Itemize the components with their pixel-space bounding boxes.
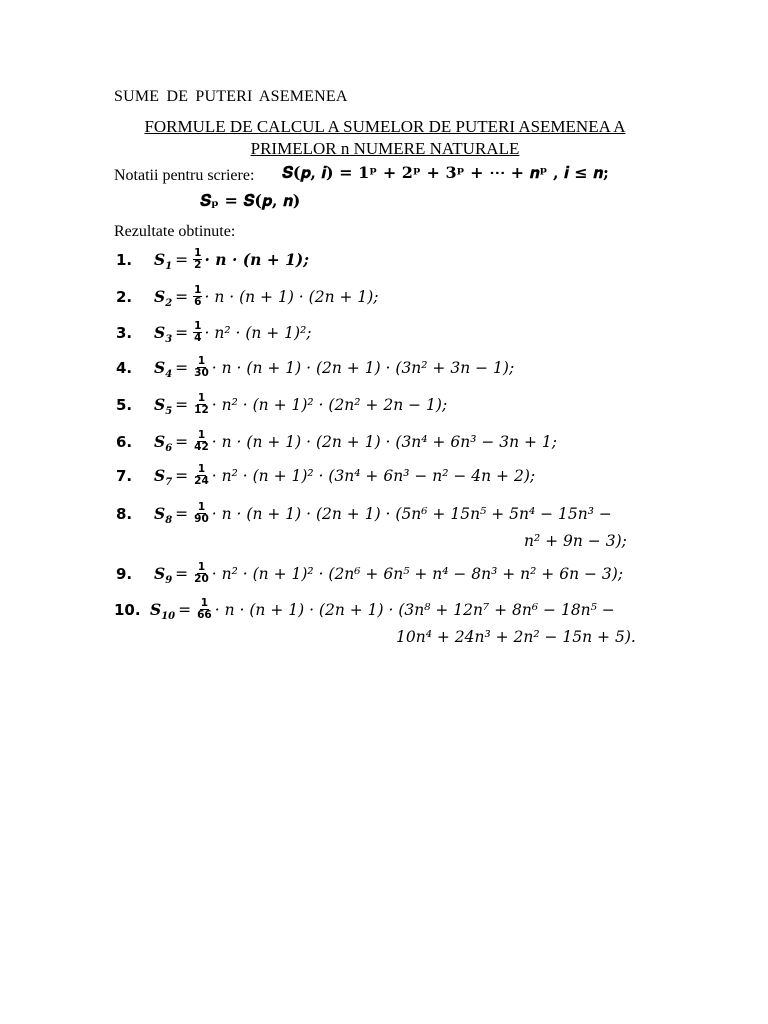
fraction-numerator: 1 — [197, 392, 206, 404]
formula-rhs: · n² · (n + 1)² · (2n⁶ + 6n⁵ + n⁴ − 8n³ + n² + 6n − 3); — [211, 564, 624, 583]
formula-line — [116, 321, 312, 344]
formula-line — [116, 393, 447, 416]
sum-symbol: S — [154, 323, 166, 343]
formula-rhs: · n² · (n + 1)² · (3n⁴ + 6n³ − n² − 4n + 2); — [211, 466, 536, 485]
fraction-numerator: 1 — [197, 463, 206, 475]
fraction-denominator: 30 — [194, 367, 209, 380]
sum-symbol: S — [154, 250, 166, 270]
fraction-denominator: 2 — [194, 259, 202, 272]
formula-line — [116, 502, 612, 525]
sum-symbol: S — [154, 395, 166, 415]
formula-number: 8. — [116, 504, 133, 523]
formula-rhs: · n · (n + 1) · (2n + 1); — [204, 287, 379, 306]
fraction-numerator: 1 — [194, 247, 202, 259]
fraction-numerator: 1 — [197, 561, 206, 573]
fraction-denominator: 12 — [194, 404, 209, 417]
formula-line — [116, 430, 557, 453]
sum-symbol: S — [154, 504, 166, 524]
formula-lhs — [154, 395, 173, 418]
formula-lhs — [154, 466, 173, 489]
fraction-numerator: 1 — [194, 284, 202, 296]
sum-index: 8 — [165, 515, 173, 527]
formula-rhs: · n · (n + 1) · (2n + 1) · (3n⁴ + 6n³ − 3n + 1; — [211, 432, 558, 451]
fraction — [193, 430, 210, 453]
formula-number: 4. — [116, 358, 133, 377]
formula-rhs: · n · (n + 1) · (2n + 1) · (5n⁶ + 15n⁵ + 5n⁴ − 15n³ − — [211, 504, 612, 523]
formula-lhs — [154, 564, 173, 587]
fraction-denominator: 42 — [194, 441, 209, 454]
sum-index: 4 — [165, 369, 173, 381]
equals-sign: = — [175, 466, 189, 485]
equals-sign: = — [175, 432, 189, 451]
fraction-numerator: 1 — [200, 597, 209, 609]
fraction-numerator: 1 — [194, 320, 202, 332]
sum-symbol: S — [154, 287, 166, 307]
formula-number: 6. — [116, 432, 133, 451]
fraction — [193, 285, 202, 308]
equals-sign: = — [175, 287, 189, 306]
sum-symbol: S — [154, 564, 166, 584]
fraction — [193, 248, 202, 271]
formula-line — [114, 598, 615, 621]
equals-sign: = — [175, 250, 189, 269]
equals-sign: = — [175, 395, 189, 414]
formula-lhs — [154, 323, 173, 346]
sum-index: 1 — [165, 261, 173, 273]
formula-rhs: · n² · (n + 1)² · (2n² + 2n − 1); — [211, 395, 448, 414]
fraction — [193, 502, 210, 525]
formula-rhs: · n · (n + 1) · (2n + 1) · (3n⁸ + 12n⁷ + 8n⁶ − 18n⁵ − — [214, 600, 615, 619]
formula-lhs — [154, 358, 173, 381]
formula-line — [116, 285, 379, 308]
fraction-denominator: 4 — [194, 332, 202, 345]
formula-number: 2. — [116, 287, 133, 306]
formula-rhs: · n · (n + 1); — [204, 250, 309, 270]
sum-symbol: S — [150, 600, 162, 620]
fraction — [193, 562, 210, 585]
equals-sign: = — [175, 358, 189, 377]
fraction — [193, 393, 210, 416]
formula-lhs — [154, 287, 173, 310]
equals-sign: = — [175, 564, 189, 583]
equals-sign: = — [175, 323, 189, 342]
sum-index: 5 — [165, 406, 173, 418]
formula-lhs — [154, 504, 173, 527]
sum-index: 10 — [161, 611, 176, 623]
equals-sign: = — [178, 600, 192, 619]
equals-sign: = — [175, 504, 189, 523]
fraction-numerator: 1 — [197, 501, 206, 513]
fraction — [193, 464, 210, 487]
formula-number: 5. — [116, 395, 133, 414]
fraction-numerator: 1 — [197, 355, 206, 367]
formula-rhs: · n · (n + 1) · (2n + 1) · (3n² + 3n − 1); — [211, 358, 515, 377]
results-label: Rezultate obtinute: — [114, 223, 236, 240]
formula-rhs: · n² · (n + 1)²; — [204, 323, 312, 342]
formula-continuation: 10n⁴ + 24n³ + 2n² − 15n + 5). — [396, 628, 636, 646]
fraction-numerator: 1 — [197, 429, 206, 441]
sum-symbol: S — [154, 358, 166, 378]
formula-number: 9. — [116, 564, 133, 583]
subtitle-line-2: PRIMELOR n NUMERE NATURALE — [250, 139, 520, 158]
formula-line — [116, 356, 514, 379]
formula-lhs — [150, 600, 176, 623]
fraction — [196, 598, 213, 621]
fraction — [193, 356, 210, 379]
sum-index: 6 — [165, 443, 173, 455]
formula-continuation: n² + 9n − 3); — [524, 532, 627, 550]
sum-symbol: S — [154, 432, 166, 452]
formula-line — [116, 464, 535, 487]
fraction-denominator: 20 — [194, 573, 209, 586]
notation-label: Notatii pentru scriere: — [114, 167, 255, 184]
fraction-denominator: 66 — [197, 609, 212, 622]
sum-index: 3 — [165, 334, 173, 346]
sum-index: 7 — [165, 477, 173, 489]
sum-symbol: S — [154, 466, 166, 486]
fraction-denominator: 90 — [194, 513, 209, 526]
sum-index: 9 — [165, 575, 173, 587]
formula-line — [116, 562, 623, 585]
fraction-denominator: 6 — [194, 296, 202, 309]
formula-number: 3. — [116, 323, 133, 342]
fraction-denominator: 24 — [194, 475, 209, 488]
formula-lhs — [154, 432, 173, 455]
sum-index: 2 — [165, 298, 173, 310]
document-title: SUME DE PUTERI ASEMENEA — [114, 88, 348, 105]
formula-number: 1. — [116, 250, 133, 269]
formula-lhs — [154, 250, 173, 273]
notation-definition: 𝑺ₚ = 𝑺(𝒑, 𝒏) — [200, 191, 301, 210]
subtitle-line-1: FORMULE DE CALCUL A SUMELOR DE PUTERI ASEMENEA A — [144, 117, 626, 136]
fraction — [193, 321, 202, 344]
formula-line — [116, 248, 309, 271]
formula-number: 10. — [114, 600, 141, 619]
notation-formula: 𝑺(𝒑, 𝒊) = 𝟏ᵖ + 𝟐ᵖ + 𝟑ᵖ + ⋯ + 𝒏ᵖ , 𝒊 ≤ 𝒏; — [282, 163, 609, 182]
formula-number: 7. — [116, 466, 133, 485]
